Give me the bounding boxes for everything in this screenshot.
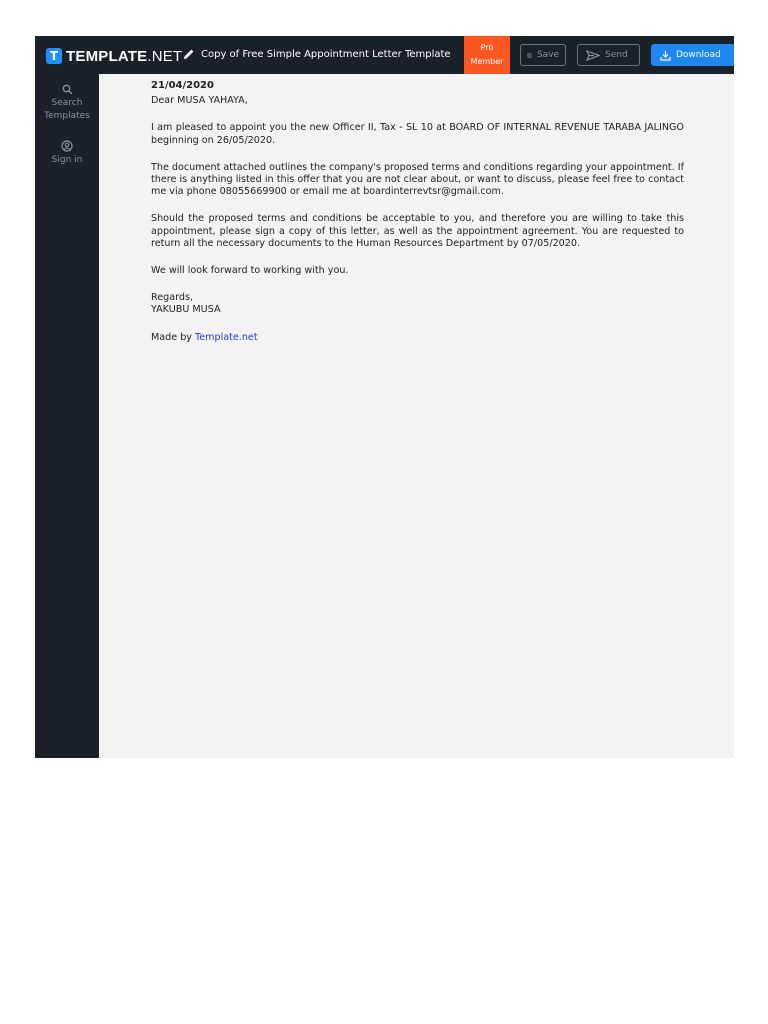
top-bar bbox=[35, 36, 734, 74]
user-circle-icon bbox=[61, 140, 73, 152]
download-icon bbox=[660, 50, 671, 61]
letter-signer: YAKUBU MUSA bbox=[151, 304, 221, 316]
pro-badge-line1: Pro bbox=[480, 43, 494, 52]
logo-text-suffix: .NET bbox=[147, 47, 183, 65]
letter-body bbox=[151, 80, 684, 344]
made-by-line bbox=[151, 332, 684, 344]
search-label-2: Templates bbox=[44, 111, 90, 121]
letter-paragraph-2: The document attached outlines the company's proposed terms and conditions regarding your appointment. If there is anything listed in this offer that you are not clear about, or want to discuss, please feel free to contact me via phone 08055669900 or email me at boardinterrevtsr@gmail.com. bbox=[151, 161, 684, 198]
pencil-icon bbox=[183, 48, 195, 60]
save-label: Save bbox=[536, 50, 559, 60]
letter-closing: Regards, bbox=[151, 292, 194, 304]
save-button[interactable] bbox=[520, 44, 566, 66]
letter-paragraph-4: We will look forward to working with you. bbox=[151, 265, 349, 277]
sidebar-item-sign-in[interactable] bbox=[35, 140, 99, 167]
download-button[interactable] bbox=[651, 44, 734, 66]
send-button[interactable] bbox=[577, 44, 640, 66]
letter-date: 21/04/2020 bbox=[151, 80, 214, 91]
save-icon bbox=[527, 50, 532, 61]
pro-badge-line2: Member bbox=[470, 57, 504, 66]
logo-text bbox=[66, 48, 182, 65]
template-net-link[interactable]: Template.net bbox=[195, 331, 258, 343]
letter-salutation: Dear MUSA YAHAYA, bbox=[151, 95, 248, 107]
sidebar-item-search-templates[interactable] bbox=[35, 84, 99, 123]
letter-paragraph-3: Should the proposed terms and conditions be acceptable to you, and therefore you are willing to take this appointment, please sign a copy of this letter, as well as the appointment agreement. You are requested to return all the necessary documents to the Human Resources Department by 07/05/2020. bbox=[151, 213, 684, 249]
app-window bbox=[35, 36, 734, 758]
send-label: Send bbox=[605, 50, 628, 60]
letter-paragraph-1: I am pleased to appoint you the new Officer II, Tax - SL 10 at BOARD OF INTERNAL REVENUE TARABA JALINGO beginning on 26/05/2020. bbox=[151, 122, 684, 146]
document-title-text: Copy of Free Simple Appointment Letter Template bbox=[201, 48, 451, 60]
search-label-1: Search bbox=[51, 98, 83, 108]
send-icon bbox=[586, 50, 600, 61]
template-net-logo[interactable] bbox=[46, 47, 182, 65]
logo-text-bold: TEMPLATE bbox=[66, 47, 148, 65]
signin-label: Sign in bbox=[51, 155, 83, 165]
pro-member-badge[interactable] bbox=[464, 36, 510, 74]
document-title[interactable] bbox=[183, 48, 451, 60]
made-by-prefix: Made by bbox=[151, 331, 196, 343]
logo-mark: T bbox=[46, 48, 62, 64]
download-label: Download bbox=[676, 50, 721, 60]
search-icon bbox=[62, 84, 73, 95]
sidebar bbox=[35, 74, 99, 758]
